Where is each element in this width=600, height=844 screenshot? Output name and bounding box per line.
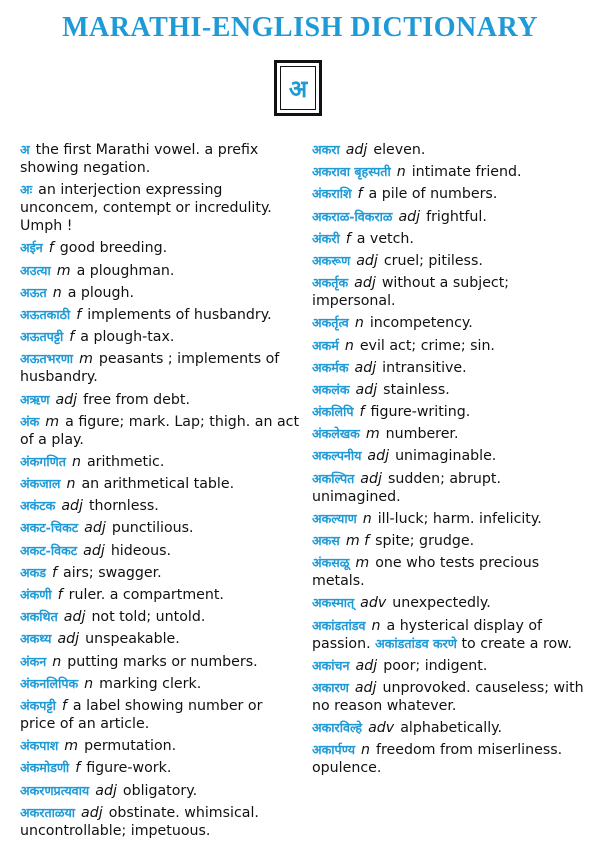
part-of-speech: n: [361, 742, 370, 759]
dictionary-entry: [20, 737, 302, 755]
part-of-speech: adj: [95, 782, 117, 799]
definition: sudden; abrupt. unimagined.: [312, 470, 501, 505]
dictionary-entry: [20, 413, 302, 449]
definition: eleven.: [373, 142, 426, 158]
dictionary-entry: [312, 185, 586, 203]
headword: अंकपाश: [20, 738, 59, 754]
dictionary-entry: [20, 141, 302, 177]
headword: अंकलिपि: [312, 404, 354, 420]
headword: अकरूण: [312, 252, 351, 268]
definition: thornless.: [88, 498, 159, 515]
part-of-speech: f: [75, 760, 81, 777]
dictionary-entry: [20, 782, 302, 800]
part-of-speech: adj: [354, 679, 377, 696]
part-of-speech: adj: [63, 609, 86, 626]
sub-definition: to create a row.: [461, 635, 572, 652]
part-of-speech: n: [66, 476, 76, 493]
part-of-speech: adj: [345, 142, 368, 158]
headword: अंकराशि: [312, 186, 352, 202]
section-letter: अ: [280, 66, 316, 110]
part-of-speech: adj: [83, 542, 105, 559]
headword: अंकरी: [312, 230, 340, 246]
dictionary-entry: [312, 359, 586, 377]
dictionary-entry: [20, 284, 302, 302]
definition: putting marks or numbers.: [67, 653, 258, 670]
headword: अकड: [20, 564, 47, 580]
definition: intimate friend.: [411, 164, 522, 181]
headword: अऋण: [20, 391, 50, 407]
dictionary-entry: [20, 262, 302, 280]
part-of-speech: adj: [354, 359, 377, 376]
definition: one who tests precious metals.: [312, 555, 540, 590]
dictionary-entry: [312, 657, 586, 675]
dictionary-entry: [312, 337, 586, 355]
headword: अकल्पनीय: [312, 448, 362, 464]
dictionary-entry: [312, 274, 586, 310]
definition: a pile of numbers.: [368, 186, 498, 203]
definition: the first Marathi vowel. a prefix showing negation.: [20, 142, 259, 176]
definition: obligatory.: [122, 782, 198, 799]
headword: अकस: [312, 533, 340, 548]
part-of-speech: n: [84, 675, 94, 692]
part-of-speech: n: [396, 164, 406, 181]
part-of-speech: n: [371, 617, 381, 634]
headword: अकरताळया: [20, 804, 76, 820]
dictionary-entry: [20, 804, 302, 840]
definition: a plough-tax.: [80, 329, 175, 346]
part-of-speech: adj: [354, 275, 376, 292]
dictionary-entry: [312, 141, 586, 159]
definition: airs; swagger.: [63, 564, 162, 581]
headword: अकर्म: [312, 337, 339, 353]
part-of-speech: adj: [356, 252, 378, 269]
definition: a hysterical display of passion.: [312, 617, 543, 652]
headword: अंकजाल: [20, 476, 61, 492]
part-of-speech: n: [362, 510, 372, 527]
part-of-speech: adj: [367, 448, 390, 465]
dictionary-entry: [312, 470, 586, 506]
headword: अकराळ-विकराळ: [312, 208, 393, 224]
dictionary-entry: [312, 679, 586, 715]
headword: अकरा: [312, 142, 340, 157]
letter-box: [274, 60, 322, 116]
part-of-speech: n: [71, 453, 81, 470]
definition: ill-luck; harm. infelicity.: [377, 510, 542, 527]
dictionary-entry: [312, 510, 586, 528]
definition: permutation.: [84, 738, 177, 755]
dictionary-entry: [20, 608, 302, 626]
part-of-speech: f: [76, 306, 82, 323]
definition: figure-writing.: [370, 404, 471, 421]
dictionary-entry: [312, 252, 586, 270]
headword: अकथ्य: [20, 631, 52, 647]
definition: not told; untold.: [91, 609, 206, 626]
part-of-speech: f: [359, 404, 365, 421]
part-of-speech: f: [57, 587, 63, 603]
headword: अउत्या: [20, 262, 51, 278]
headword: अकारण: [312, 679, 349, 695]
part-of-speech: adj: [355, 657, 378, 674]
headword: अ: [20, 142, 30, 157]
headword: अकस्मात्: [312, 595, 355, 611]
definition: an interjection expressing unconcem, contempt or incredulity. Umph !: [20, 182, 272, 235]
sub-headword: अकांडतांडव करणे: [375, 635, 457, 651]
definition: arithmetic.: [86, 453, 165, 470]
headword: अऊतकाठी: [20, 306, 71, 322]
definition: good breeding.: [59, 240, 168, 257]
dictionary-entry: [312, 425, 586, 443]
dictionary-entry: [20, 497, 302, 515]
part-of-speech: f: [69, 329, 75, 346]
headword: अः: [20, 182, 33, 198]
definition: a vetch.: [356, 230, 414, 247]
headword: अकार्पण्य: [312, 742, 355, 758]
part-of-speech: m f: [345, 533, 370, 549]
headword: अऊत: [20, 284, 47, 300]
definition: cruel; pitiless.: [383, 252, 483, 269]
headword: अकर्तृक: [312, 275, 349, 291]
part-of-speech: n: [52, 284, 62, 301]
definition: ruler. a compartment.: [68, 587, 224, 603]
part-of-speech: adj: [57, 631, 80, 648]
dictionary-entry: [20, 328, 302, 346]
dictionary-entry: [312, 741, 586, 777]
dictionary-entry: [312, 719, 586, 737]
definition: punctilious.: [111, 520, 194, 537]
part-of-speech: f: [345, 230, 351, 247]
definition: a figure; mark. Lap; thigh. an act of a play.: [20, 413, 300, 448]
definition: spite; grudge.: [375, 533, 475, 549]
dictionary-entry: [312, 617, 586, 653]
dictionary-entry: [20, 453, 302, 471]
definition: numberer.: [385, 426, 459, 443]
dictionary-entry: [20, 630, 302, 648]
part-of-speech: f: [48, 240, 54, 257]
headword: अऊतपट्टी: [20, 329, 64, 345]
definition: freedom from miserliness. opulence.: [312, 742, 563, 777]
dictionary-entry: [312, 447, 586, 465]
dictionary-entry: [20, 519, 302, 537]
definition: figure-work.: [86, 760, 172, 777]
part-of-speech: f: [52, 564, 58, 581]
dictionary-entry: [312, 403, 586, 421]
dictionary-entry: [20, 306, 302, 324]
headword: अकर्मक: [312, 359, 349, 375]
definition: a ploughman.: [76, 262, 175, 279]
page-title: MARATHI-ENGLISH DICTIONARY: [62, 12, 538, 43]
dictionary-entry: [20, 542, 302, 560]
definition: poor; indigent.: [383, 657, 488, 674]
headword: अकारविल्हे: [312, 720, 363, 736]
part-of-speech: n: [52, 653, 62, 670]
part-of-speech: m: [79, 351, 93, 368]
definition: evil act; crime; sin.: [359, 337, 495, 354]
part-of-speech: n: [354, 315, 364, 332]
part-of-speech: adv: [360, 595, 387, 612]
part-of-speech: m: [365, 426, 380, 443]
headword: अऊतभरणा: [20, 351, 74, 367]
part-of-speech: m: [45, 413, 60, 430]
definition: peasants ; implements of husbandry.: [20, 351, 280, 386]
part-of-speech: adj: [55, 391, 78, 408]
part-of-speech: m: [56, 262, 71, 279]
definition: free from debt.: [83, 391, 190, 408]
headword: अईन: [20, 240, 43, 256]
dictionary-entry: [20, 564, 302, 582]
dictionary-entry: [20, 475, 302, 493]
part-of-speech: adv: [368, 720, 395, 737]
part-of-speech: f: [357, 186, 363, 203]
part-of-speech: adj: [360, 470, 382, 487]
headword: अंकसळू: [312, 555, 350, 571]
headword: अंकमोडणी: [20, 760, 70, 776]
dictionary-entry: [312, 163, 586, 181]
headword: अकलंक: [312, 381, 350, 397]
headword: अंकन: [20, 653, 47, 669]
left-column: [20, 141, 302, 844]
headword: अंकगणित: [20, 453, 66, 469]
part-of-speech: adj: [61, 498, 83, 515]
headword: अंकणी: [20, 587, 52, 602]
part-of-speech: adj: [84, 520, 106, 537]
part-of-speech: n: [344, 337, 354, 354]
headword: अकर्तृत्व: [312, 315, 349, 331]
definition: unexpectedly.: [392, 595, 491, 612]
dictionary-entry: [312, 532, 586, 550]
definition: stainless.: [383, 381, 450, 398]
headword: अकथित: [20, 609, 58, 625]
definition: incompetency.: [369, 315, 473, 332]
definition: unimaginable.: [395, 448, 497, 465]
headword: अकंटक: [20, 498, 56, 514]
part-of-speech: m: [64, 738, 79, 755]
dictionary-entry: [20, 759, 302, 777]
dictionary-entry: [20, 239, 302, 257]
headword: अकल्पित: [312, 470, 355, 486]
definition: intransitive.: [382, 359, 467, 376]
part-of-speech: adj: [81, 804, 103, 821]
headword: अकांचन: [312, 657, 350, 673]
headword: अंक: [20, 413, 40, 429]
definition: alphabetically.: [400, 720, 503, 737]
headword: अकट-चिकट: [20, 520, 79, 536]
headword: अंकपट्टी: [20, 697, 56, 713]
headword: अकरणप्रत्यवाय: [20, 782, 90, 798]
dictionary-entry: [312, 314, 586, 332]
definition: a label showing number or price of an article.: [20, 697, 263, 732]
dictionary-entry: [312, 554, 586, 590]
definition: unprovoked. causeless; with no reason whatever.: [312, 679, 584, 714]
dictionary-entry: [20, 675, 302, 693]
dictionary-entry: [312, 594, 586, 612]
dictionary-entry: [312, 208, 586, 226]
dictionary-entry: [312, 230, 586, 248]
headword: अंकनलिपिक: [20, 675, 79, 691]
definition: implements of husbandry.: [87, 306, 272, 323]
part-of-speech: m: [355, 555, 370, 572]
definition: frightful.: [426, 208, 487, 225]
right-column: [312, 141, 586, 782]
dictionary-entry: [20, 391, 302, 409]
dictionary-entry: [312, 381, 586, 399]
definition: an arithmetical table.: [81, 476, 235, 493]
dictionary-entry: [20, 586, 302, 604]
definition: without a subject; impersonal.: [312, 275, 510, 310]
definition: a plough.: [67, 284, 135, 301]
definition: unspeakable.: [85, 631, 180, 648]
definition: hideous.: [110, 542, 172, 559]
dictionary-entry: [20, 653, 302, 671]
dictionary-entry: [20, 350, 302, 386]
headword: अकट-विकट: [20, 542, 78, 558]
headword: अकल्याण: [312, 510, 357, 526]
dictionary-entry: [20, 697, 302, 733]
part-of-speech: f: [61, 697, 67, 714]
headword: अंकलेखक: [312, 426, 360, 442]
part-of-speech: adj: [355, 381, 378, 398]
definition: marking clerk.: [99, 675, 202, 692]
headword: अकरावा बृहस्पती: [312, 164, 391, 180]
headword: अकांडतांडव: [312, 617, 366, 633]
dictionary-entry: [20, 181, 302, 235]
definition: obstinate. whimsical. uncontrollable; impetuous.: [20, 804, 259, 839]
part-of-speech: adj: [398, 208, 421, 225]
